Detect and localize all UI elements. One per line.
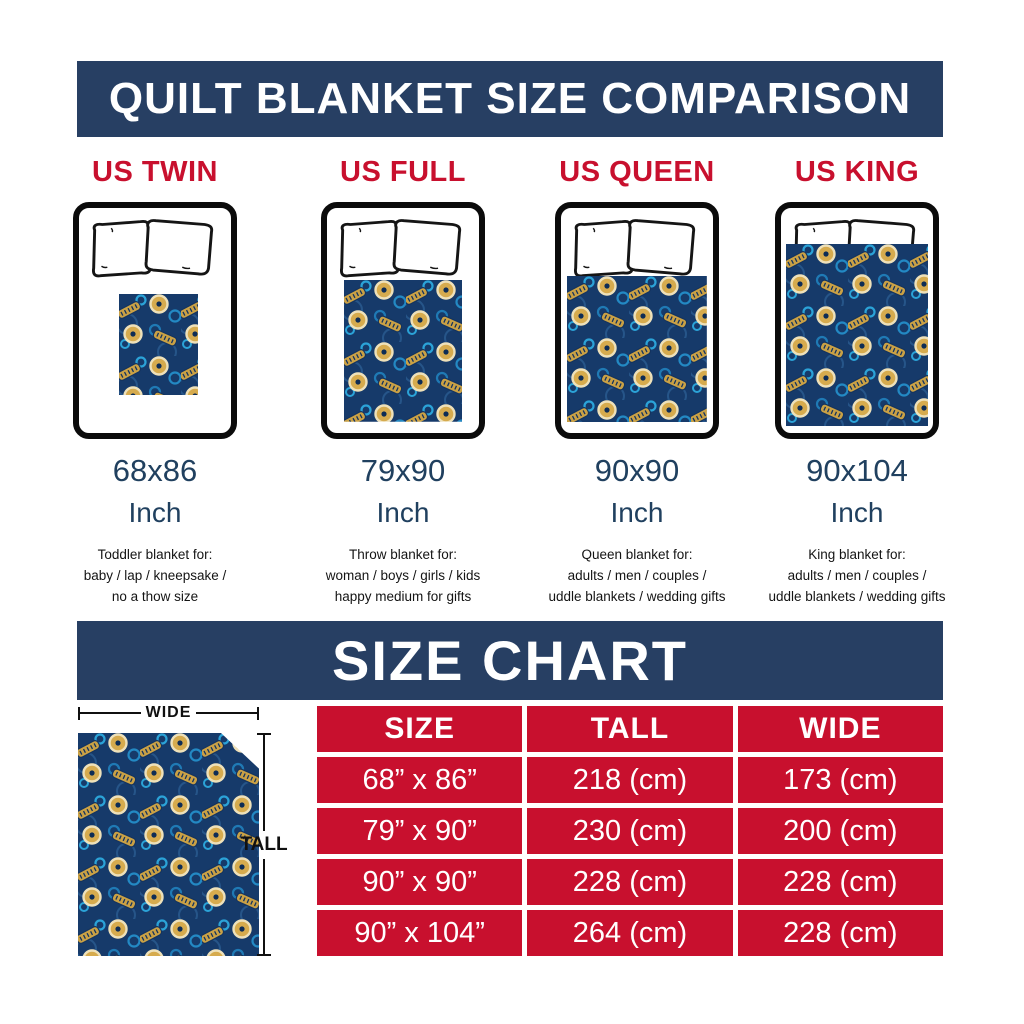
wide-label: WIDE <box>145 704 192 721</box>
description-line: happy medium for gifts <box>334 589 472 604</box>
description-line: woman / boys / girls / kids <box>325 568 481 583</box>
pillows-icon <box>330 215 476 289</box>
pillows-icon <box>82 215 228 289</box>
table-cell: 228 (cm) <box>738 859 943 905</box>
quilt-blanket-diagram <box>78 733 259 956</box>
description-line: adults / men / couples / <box>567 568 707 583</box>
column-title: US FULL <box>340 155 466 188</box>
table-cell: 228 (cm) <box>738 910 943 956</box>
table-header-wide: WIDE <box>738 706 943 752</box>
page-title: QUILT BLANKET SIZE COMPARISON <box>108 74 912 123</box>
column-us-twin <box>30 152 280 607</box>
table-cell: 230 (cm) <box>527 808 732 854</box>
table-header-tall: TALL <box>527 706 732 752</box>
size-chart-banner <box>77 621 943 700</box>
wide-measurement-arrow <box>78 705 259 721</box>
description-line: Toddler blanket for: <box>97 547 213 562</box>
unit-label: Inch <box>376 497 430 528</box>
arrow-end-tick <box>257 707 259 720</box>
description-line: no a thow size <box>111 589 199 604</box>
measure-line <box>263 859 265 955</box>
description-line: King blanket for: <box>808 547 906 562</box>
column-title: US KING <box>794 155 920 188</box>
table-cell: 173 (cm) <box>738 757 943 803</box>
column-title: US TWIN <box>92 155 218 188</box>
measure-line <box>196 712 257 714</box>
bed-illustration <box>775 202 939 439</box>
description-line: uddle blankets / wedding gifts <box>768 589 946 604</box>
quilt-blanket-swatch <box>344 280 463 422</box>
quilt-blanket-swatch <box>567 276 707 422</box>
bed-illustration <box>321 202 485 439</box>
description-line: Throw blanket for: <box>348 547 458 562</box>
description-line: uddle blankets / wedding gifts <box>548 589 726 604</box>
unit-label: Inch <box>610 497 664 528</box>
size-table <box>317 706 943 956</box>
size-label: 68x86 <box>112 453 198 488</box>
table-cell: 79” x 90” <box>317 808 522 854</box>
unit-label: Inch <box>830 497 884 528</box>
tall-measurement-arrow <box>242 733 286 956</box>
arrow-end-tick <box>257 954 271 956</box>
column-title: US QUEEN <box>559 155 715 188</box>
unit-label: Inch <box>128 497 182 528</box>
bed-illustration <box>73 202 237 439</box>
measure-line <box>80 712 141 714</box>
table-cell: 68” x 86” <box>317 757 522 803</box>
table-cell: 264 (cm) <box>527 910 732 956</box>
table-cell: 90” x 104” <box>317 910 522 956</box>
table-header-size: SIZE <box>317 706 522 752</box>
table-cell: 218 (cm) <box>527 757 732 803</box>
quilt-blanket-swatch <box>786 244 929 426</box>
measure-line <box>263 735 265 831</box>
column-description <box>84 544 227 607</box>
bed-illustration <box>555 202 719 439</box>
column-us-queen <box>512 152 762 607</box>
column-description <box>326 544 481 607</box>
table-cell: 200 (cm) <box>738 808 943 854</box>
column-description <box>768 544 945 607</box>
table-cell: 228 (cm) <box>527 859 732 905</box>
quilt-pattern <box>78 733 259 956</box>
size-label: 90x90 <box>594 453 680 488</box>
column-us-king <box>732 152 982 607</box>
quilt-blanket-swatch <box>119 294 198 395</box>
tall-label: TALL <box>240 833 288 855</box>
column-description <box>548 544 725 607</box>
description-line: adults / men / couples / <box>787 568 927 583</box>
description-line: baby / lap / kneepsake / <box>83 568 227 583</box>
description-line: Queen blanket for: <box>581 547 693 562</box>
size-label: 90x104 <box>806 453 908 488</box>
table-cell: 90” x 90” <box>317 859 522 905</box>
size-label: 79x90 <box>360 453 446 488</box>
main-title-banner <box>77 61 943 137</box>
column-us-full <box>278 152 528 607</box>
size-chart-title: SIZE CHART <box>332 629 688 692</box>
